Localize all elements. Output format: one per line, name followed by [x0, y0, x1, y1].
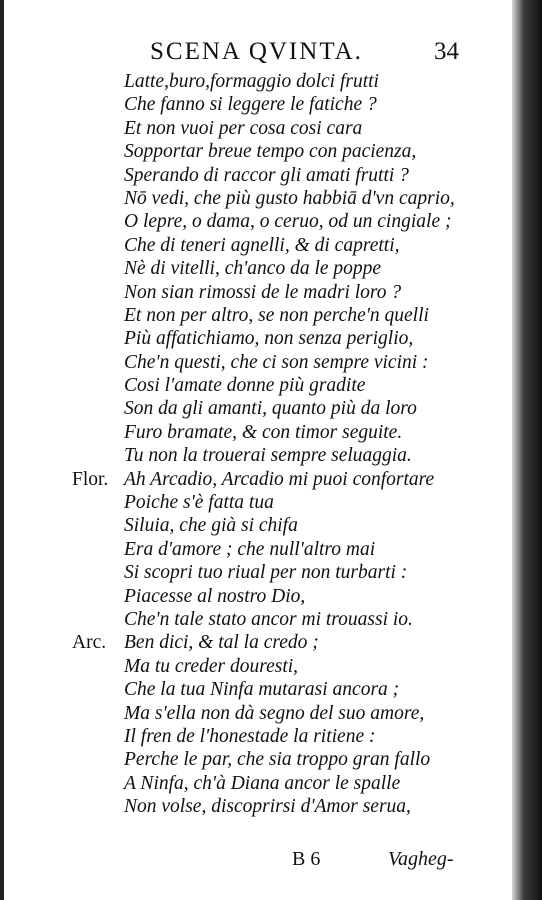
- verse-line: [0, 397, 512, 420]
- verse-line: [0, 748, 512, 771]
- scene-title: SCENA QVINTA.: [150, 38, 363, 65]
- verse-text: Era d'amore ; che null'altro mai: [124, 538, 376, 560]
- verse-line: [0, 164, 512, 187]
- verse-text: Ma s'ella non dà segno del suo amore,: [124, 702, 425, 724]
- verse-line: [0, 468, 512, 491]
- verse-line: [0, 795, 512, 818]
- verse-text: Nō vedi, che più gusto habbiā d'vn caprio,: [124, 187, 455, 209]
- verse-line: [0, 444, 512, 467]
- catchword: Vagheg-: [388, 848, 454, 870]
- verse-line: [0, 585, 512, 608]
- speaker-label: Arc.: [72, 632, 107, 654]
- verse-line: [0, 538, 512, 561]
- book-gutter: [512, 0, 542, 900]
- verse-text: Ah Arcadio, Arcadio mi puoi confortare: [124, 468, 435, 490]
- verse-text: Latte,buro,formaggio dolci frutti: [124, 71, 379, 92]
- verse-line: [0, 421, 512, 444]
- verse-text: Ma tu creder douresti,: [124, 655, 299, 677]
- page-number: 34: [434, 38, 459, 65]
- verse-line: [0, 93, 512, 116]
- verse-text: A Ninfa, ch'à Diana ancor le spalle: [124, 772, 401, 794]
- verse-text: Che'n questi, che ci son sempre vicini :: [124, 351, 429, 373]
- speaker-label: Flor.: [72, 468, 109, 490]
- verse-line: [0, 491, 512, 514]
- verse-text: Che di teneri agnelli, & di capretti,: [124, 234, 400, 256]
- verse-line: [0, 351, 512, 374]
- verse-text: Non volse, discoprirsi d'Amor serua,: [124, 796, 411, 818]
- verse-line: [0, 70, 512, 93]
- verse-block: [0, 70, 512, 819]
- verse-text: Tu non la trouerai sempre seluaggia.: [124, 445, 412, 467]
- verse-text: Che fanno si leggere le fatiche ?: [124, 94, 377, 116]
- verse-line: [0, 257, 512, 280]
- verse-line: [0, 772, 512, 795]
- verse-text: Son da gli amanti, quanto più da loro: [124, 398, 417, 420]
- verse-text: Non sian rimossi de le madri loro ?: [124, 281, 402, 303]
- verse-text: Ben dici, & tal la credo ;: [124, 632, 319, 654]
- verse-line: [0, 561, 512, 584]
- verse-text: O lepre, o dama, o ceruo, od un cingiale ;: [124, 211, 452, 233]
- verse-text: Poiche s'è fatta tua: [124, 492, 274, 514]
- verse-text: Perche le par, che sia troppo gran fallo: [124, 749, 431, 771]
- verse-line: [0, 514, 512, 537]
- verse-line: [0, 374, 512, 397]
- verse-text: Che la tua Ninfa mutarasi ancora ;: [124, 679, 400, 701]
- verse-text: Et non per altro, se non perche'n quelli: [124, 304, 429, 326]
- verse-line: [0, 281, 512, 304]
- verse-line: [0, 678, 512, 701]
- verse-text: Cosi l'amate donne più gradite: [124, 375, 366, 397]
- verse-line: [0, 117, 512, 140]
- verse-text: Piacesse al nostro Dio,: [124, 585, 306, 607]
- verse-text: Che'n tale stato ancor mi trouassi io.: [124, 608, 413, 630]
- verse-line: [0, 210, 512, 233]
- running-header: [150, 38, 470, 66]
- signature-mark: B 6: [292, 848, 321, 870]
- verse-line: [0, 304, 512, 327]
- verse-line: [0, 608, 512, 631]
- verse-line: [0, 234, 512, 257]
- verse-text: Più affatichiamo, non senza periglio,: [124, 328, 414, 350]
- verse-text: Furo bramate, & con timor seguite.: [124, 421, 403, 443]
- verse-text: Sperando di raccor gli amati frutti ?: [124, 164, 409, 186]
- verse-line: [0, 327, 512, 350]
- verse-line: [0, 725, 512, 748]
- verse-line: [0, 702, 512, 725]
- verse-text: Et non vuoi per cosa cosi cara: [124, 117, 363, 139]
- verse-text: Nè di vitelli, ch'anco da le poppe: [124, 258, 382, 280]
- verse-text: Sopportar breue tempo con pacienza,: [124, 141, 417, 163]
- verse-text: Si scopri tuo riual per non turbarti :: [124, 562, 408, 584]
- verse-line: [0, 140, 512, 163]
- verse-text: Il fren de l'honestade la ritiene :: [124, 725, 376, 747]
- verse-text: Siluia, che già si chifa: [124, 515, 298, 537]
- verse-line: [0, 655, 512, 678]
- verse-line: [0, 187, 512, 210]
- verse-line: [0, 631, 512, 654]
